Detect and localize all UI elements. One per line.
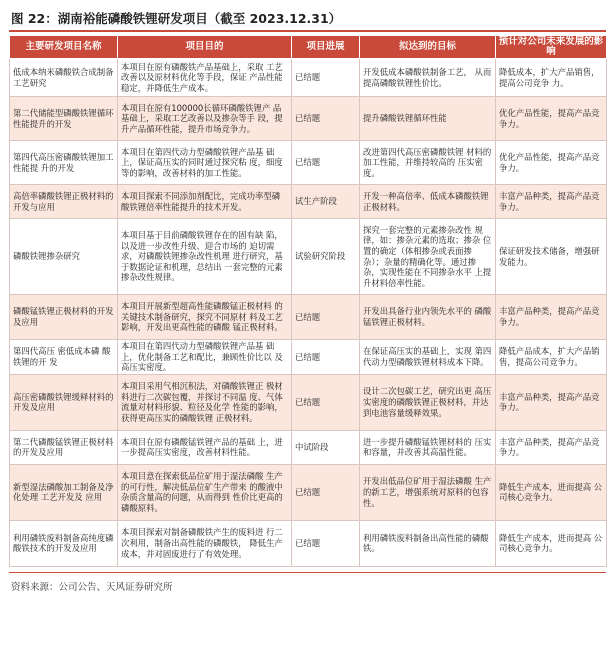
cell-name: 利用磷铁废料制备高纯度磷酸铁技术的开发及应用 bbox=[10, 520, 118, 566]
table-row bbox=[10, 464, 607, 520]
cell-impact: 降低生产成本，进而提高 公司核心竞争力。 bbox=[496, 464, 607, 520]
header-project-progress: 项目进展 bbox=[292, 36, 360, 59]
cell-impact: 降低生产成本，进而提高 公司核心竞争力。 bbox=[496, 520, 607, 566]
cell-impact: 降低产品成本，扩大产品销售，提高公司竞争力。 bbox=[496, 340, 607, 375]
table-row bbox=[10, 97, 607, 141]
title-rule bbox=[9, 30, 606, 32]
table-row bbox=[10, 219, 607, 295]
cell-goal: 本项目开展新型超高性能磷酸锰正极材料 的关键技术制备研究，探究不同原材 料及工艺影响，开发出更高性能的磷酸 锰正极材料。 bbox=[118, 295, 292, 340]
cell-goal: 本项目意在探索低品位矿用于湿法磷酸 生产的可行性，解决低品位矿生产带来 的酸液中杂质含量高的问题，从而得到 性价比更高的磷酸原料。 bbox=[118, 464, 292, 520]
cell-goal: 本项目在原有100000长循环磷酸铁锂产 品基础上，采取工艺改善以及掺杂等手 段，提升产品循环性能，提升市场竞争力。 bbox=[118, 97, 292, 141]
header-project-impact: 预计对公司未来发展的影响 bbox=[496, 36, 607, 59]
cell-target: 进一步提升磷酸锰铁锂材料的 压实和容量，并改善其高温性能。 bbox=[360, 430, 496, 464]
cell-target: 开发一种高倍率、低成本磷酸铁锂正极材料。 bbox=[360, 185, 496, 219]
cell-goal: 本项目在原有磷酸锰铁锂产品的基础 上，进一步提高压实密度，改善材料性能。 bbox=[118, 430, 292, 464]
cell-name: 磷酸锰铁锂正极材料的开发及应用 bbox=[10, 295, 118, 340]
cell-target: 开发出具备行业内领先水平的 磷酸锰铁锂正极材料。 bbox=[360, 295, 496, 340]
cell-progress: 中试阶段 bbox=[292, 430, 360, 464]
cell-target: 设计二次包碳工艺，研究出更 高压实密度的磷酸铁锂正极材料，并达到电池容量缓释效果。 bbox=[360, 374, 496, 430]
cell-target: 利用磷铁废料制备出高性能的磷酸铁。 bbox=[360, 520, 496, 566]
cell-progress: 已结题 bbox=[292, 295, 360, 340]
cell-goal: 本项目在第四代动力型磷酸铁锂产品基 础上，保证高压实的同时通过探究粘 度，细度等的影响，改善材料的加工性能。 bbox=[118, 141, 292, 185]
cell-name: 第二代磷酸锰铁锂正极材料的开发及应用 bbox=[10, 430, 118, 464]
cell-name: 低成本纳米磷酸铁合成制备工艺研究 bbox=[10, 59, 118, 97]
cell-impact: 优化产品性能，提高产品竞争力。 bbox=[496, 97, 607, 141]
table-row bbox=[10, 59, 607, 97]
cell-progress: 已结题 bbox=[292, 97, 360, 141]
table-row bbox=[10, 340, 607, 375]
rd-projects-table bbox=[9, 35, 607, 567]
cell-goal: 本项目在第四代动力型磷酸铁锂产品基 础上，优化制备工艺和配比，兼顾性价比以 及高压实密度。 bbox=[118, 340, 292, 375]
cell-name: 第二代储能型磷酸铁锂循环性能提升的开发 bbox=[10, 97, 118, 141]
cell-target: 改进第四代高压密磷酸铁锂 材料的加工性能，并维持较高的 压实密度。 bbox=[360, 141, 496, 185]
cell-target: 提升磷酸铁锂循环性能 bbox=[360, 97, 496, 141]
cell-progress: 已结题 bbox=[292, 520, 360, 566]
footer-rule bbox=[9, 572, 606, 573]
source-note: 资料来源：公司公告、天风证券研究所 bbox=[11, 581, 173, 593]
table-row bbox=[10, 141, 607, 185]
cell-progress: 已结题 bbox=[292, 340, 360, 375]
cell-impact: 丰富产品种类，提高产品竞争力。 bbox=[496, 430, 607, 464]
table-row bbox=[10, 295, 607, 340]
cell-progress: 试生产阶段 bbox=[292, 185, 360, 219]
cell-goal: 本项目探索不同添加剂配比，完成功率型磷酸铁锂倍率性能提升的技术开发。 bbox=[118, 185, 292, 219]
cell-name: 磷酸铁锂掺杂研究 bbox=[10, 219, 118, 295]
cell-impact: 丰富产品种类，提高产品竞争力。 bbox=[496, 295, 607, 340]
header-project-name: 主要研发项目名称 bbox=[10, 36, 118, 59]
figure-title: 图 22：湖南裕能磷酸铁锂研发项目（截至 2023.12.31） bbox=[11, 11, 342, 26]
cell-progress: 已结题 bbox=[292, 141, 360, 185]
cell-target: 在保证高压实的基础上，实现 第四代动力型磷酸铁锂材料成本下降。 bbox=[360, 340, 496, 375]
table-row bbox=[10, 520, 607, 566]
cell-progress: 试验研究阶段 bbox=[292, 219, 360, 295]
cell-impact: 优化产品性能，提高产品竞争力。 bbox=[496, 141, 607, 185]
cell-name: 第四代高压 密低成本磷 酸铁锂的开 发 bbox=[10, 340, 118, 375]
cell-progress: 已结题 bbox=[292, 464, 360, 520]
cell-target: 开发低成本磷酸铁制备工艺， 从而提高磷酸铁锂性价比。 bbox=[360, 59, 496, 97]
table-header-row bbox=[10, 36, 607, 59]
cell-goal: 本项目探索对制备磷酸铁产生的废料进 行二次利用，制备出高性能的磷酸铁， 降低生产成本，并对固废进行了有效处理。 bbox=[118, 520, 292, 566]
table-row bbox=[10, 430, 607, 464]
cell-impact: 丰富产品种类，提高产品竞争力。 bbox=[496, 185, 607, 219]
cell-progress: 已结题 bbox=[292, 59, 360, 97]
cell-impact: 丰富产品种类，提高产品竞争力。 bbox=[496, 374, 607, 430]
header-project-goal: 项目目的 bbox=[118, 36, 292, 59]
cell-goal: 本项目基于目前磷酸铁锂存在的固有缺 陷，以及进一步改性升级、迎合市场的 迫切需求，对磷酸铁锂掺杂改性机理 进行研究，基于数据论证和机理，总结出 一套完整的元素掺杂改性规律。 bbox=[118, 219, 292, 295]
cell-goal: 本项目在原有磷酸铁产品基础上，采取 工艺改善以及原材料优化等手段，保证 产品性能稳定，并降低生产成本。 bbox=[118, 59, 292, 97]
cell-name: 高倍率磷酸铁锂正极材料的开发与应用 bbox=[10, 185, 118, 219]
cell-name: 第四代高压密磷酸铁锂加工性能提 升的开发 bbox=[10, 141, 118, 185]
cell-impact: 降低成本，扩大产品销售， 提高公司竞争 力。 bbox=[496, 59, 607, 97]
cell-target: 开发出低品位矿用于湿法磷酸 生产的新工艺，增强系统对原料的包容性。 bbox=[360, 464, 496, 520]
cell-goal: 本项目采用气相沉积法，对磷酸铁锂正 极材料进行二次碳包覆，并探讨不同温 度、气体流量对材料形貌、粒径及化学 性能的影响，获得更高压实的磷酸铁锂 正极材料。 bbox=[118, 374, 292, 430]
cell-name: 高压密磷酸铁锂缓释材料的开发及应用 bbox=[10, 374, 118, 430]
cell-progress: 已结题 bbox=[292, 374, 360, 430]
table-row bbox=[10, 374, 607, 430]
cell-impact: 保证研发技术储备，增强研发能力。 bbox=[496, 219, 607, 295]
cell-name: 新型湿法磷酸加工制备及净化处理 工艺开发及 应用 bbox=[10, 464, 118, 520]
table-row bbox=[10, 185, 607, 219]
header-project-target: 拟达到的目标 bbox=[360, 36, 496, 59]
cell-target: 探究一套完整的元素掺杂改性 规律，如：掺杂元素的选取；掺杂 位置的确定（体相掺杂或表面掺 杂）；杂量的精确化等。通过掺 杂，实现性能在不同掺杂水平 上提升材料倍率性能。 bbox=[360, 219, 496, 295]
